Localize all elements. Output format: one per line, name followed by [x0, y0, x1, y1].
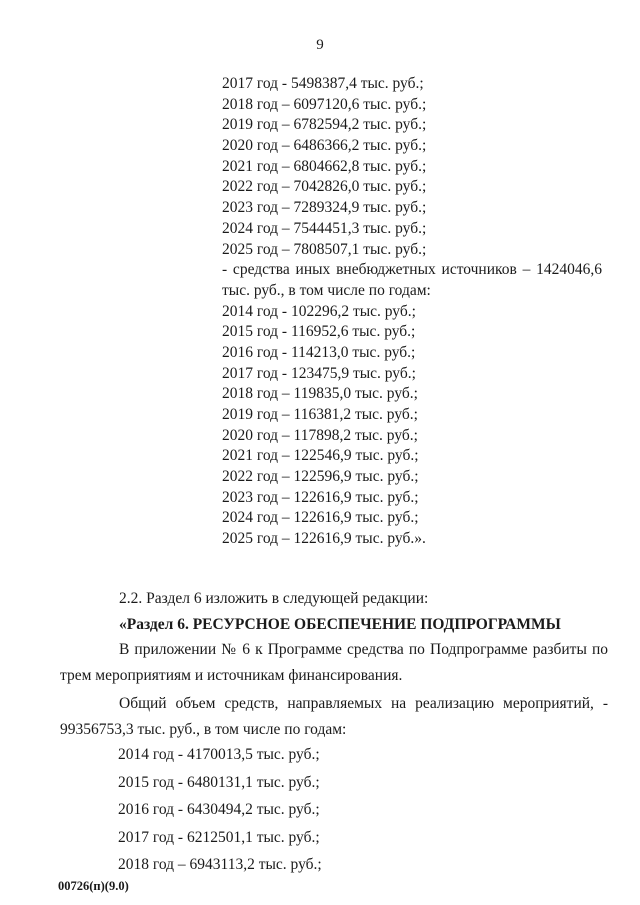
document-code: 00726(п)(9.0)	[58, 879, 129, 893]
list-item: 2015 год - 116952,6 тыс. руб.;	[222, 323, 416, 341]
clause-2-2: 2.2. Раздел 6 изложить в следующей редакции:	[119, 590, 429, 607]
list-item: 2014 год - 102296,2 тыс. руб.;	[222, 302, 416, 320]
list-item: 2025 год – 122616,9 тыс. руб.».	[222, 530, 426, 548]
list-item: 2017 год - 5498387,4 тыс. руб.;	[222, 75, 424, 92]
paragraph-appendix: В приложении № 6 к Программе средства по Подпрограмме разбиты по трем мероприятиям и источникам финансирования.	[60, 641, 608, 684]
list-item: 2020 год – 6486366,2 тыс. руб.;	[222, 137, 427, 155]
other-sources-paragraph: - средства иных внебюджетных источников – 1424046,6 тыс. руб., в том числе по годам:	[222, 261, 602, 299]
list-item: 2024 год – 7544451,3 тыс. руб.;	[222, 219, 427, 237]
list-item: 2015 год - 6480131,1 тыс. руб.;	[118, 773, 320, 791]
list-item: 2024 год – 122616,9 тыс. руб.;	[222, 509, 419, 527]
list-item: 2017 год - 123475,9 тыс. руб.;	[222, 364, 416, 382]
list-item: 2014 год - 4170013,5 тыс. руб.;	[118, 746, 320, 763]
list-item: 2018 год – 6097120,6 тыс. руб.;	[222, 95, 427, 113]
list-item: 2017 год - 6212501,1 тыс. руб.;	[118, 828, 320, 846]
paragraph-total: Общий объем средств, направляемых на реализацию мероприятий, - 99356753,3 тыс. руб., в том числе по годам:	[60, 695, 608, 738]
list-item: 2016 год - 114213,0 тыс. руб.;	[222, 343, 416, 361]
list-item: 2023 год – 122616,9 тыс. руб.;	[222, 488, 419, 506]
list-item: 2018 год – 119835,0 тыс. руб.;	[222, 385, 418, 403]
list-item: 2023 год – 7289324,9 тыс. руб.;	[222, 199, 427, 217]
list-item: 2019 год – 6782594,2 тыс. руб.;	[222, 116, 427, 134]
page-number: 9	[316, 37, 324, 53]
list-item: 2019 год – 116381,2 тыс. руб.;	[222, 406, 418, 424]
list-item: 2022 год – 7042826,0 тыс. руб.;	[222, 178, 427, 196]
list-item: 2022 год – 122596,9 тыс. руб.;	[222, 468, 419, 486]
list-item: 2020 год – 117898,2 тыс. руб.;	[222, 426, 418, 444]
list-item: 2021 год – 6804662,8 тыс. руб.;	[222, 157, 427, 175]
list-item: 2021 год – 122546,9 тыс. руб.;	[222, 447, 419, 465]
budget-years-list	[222, 74, 602, 550]
section-6-text	[60, 586, 608, 742]
list-item: 2018 год – 6943113,2 тыс. руб.;	[118, 856, 322, 874]
list-item: 2025 год – 7808507,1 тыс. руб.;	[222, 240, 427, 258]
list-item: 2016 год - 6430494,2 тыс. руб.;	[118, 801, 320, 819]
section-heading: «Раздел 6. РЕСУРСНОЕ ОБЕСПЕЧЕНИЕ ПОДПРОГРАММЫ	[119, 615, 561, 633]
total-years-list	[118, 741, 322, 879]
